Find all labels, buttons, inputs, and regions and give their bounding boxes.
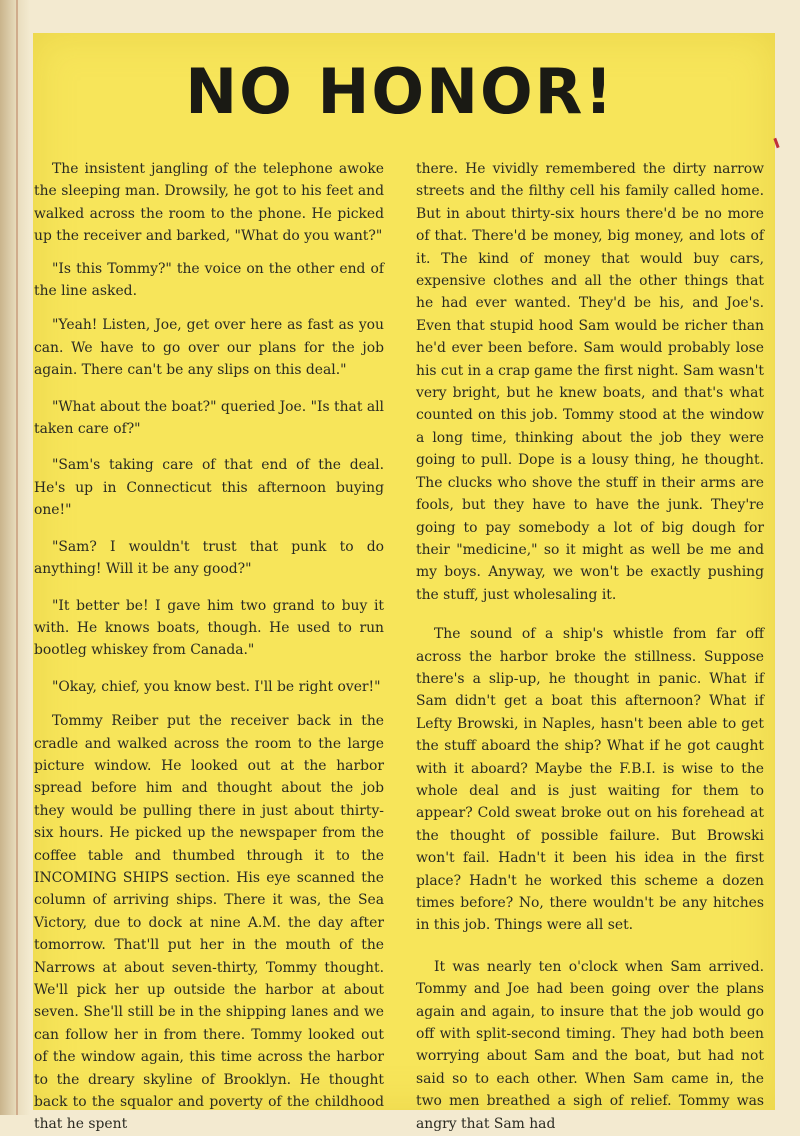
paragraph: It was nearly ten o'clock when Sam arrived. Tommy and Joe had been going over the plans again and again, to insure that the job would go off with split-second timing. They had both been worrying about Sam and the boat, but had not said so to each other. When Sam came in, the two men breathed a sigh of relief. Tommy was angry that Sam had [416,958,764,1132]
paragraph: Tommy Reiber put the receiver back in the cradle and walked across the room to the large picture window. He looked out at the harbor spread before him and thought about the job they would be pulling there in just about thirty-six hours. He picked up the newspaper from the coffee table and thumbed through it to the INCOMING SHIPS section. His eye scanned the column of arriving ships. There it was, the Sea Victory, due to dock at nine A.M. the day after tomorrow. That'll put her in the mouth of the Narrows at about seven-thirty, Tommy thought. We'll pick her up outside the harbor at about seven. She'll still be in the shipping lanes and we can follow her in from there. Tommy looked out of the window again, this time across the harbor to the dreary skyline of Brooklyn. He thought back to the squalor and poverty of the childhood that he spent [34,713,384,1133]
paragraph: "Is this Tommy?" the voice on the other end of the line asked. [34,260,384,300]
paragraph: The insistent jangling of the telephone awoke the sleeping man. Drowsily, he got to his feet and walked across the room to the phone. He picked up the receiver and barked, "What do you want?" [34,161,384,245]
paragraph: "Sam? I wouldn't trust that punk to do anything! Will it be any good?" [34,538,384,578]
right-column [416,158,764,1135]
paragraph: "Okay, chief, you know best. I'll be right over!" [52,678,381,695]
story-title: NO HONOR! [185,55,615,128]
paragraph: there. He vividly remembered the dirty narrow streets and the filthy cell his family called home. But in about thirty-six hours there'd be no more of that. There'd be money, big money, and lots of it. The kind of money that would buy cars, expensive clothes and all the other things that he had ever wanted. They'd be his, and Joe's. Even that stupid hood Sam would be richer than he'd ever been before. Sam would probably lose his cut in a crap game the first night. Sam wasn't very bright, but he knew boats, and that's what counted on this job. Tommy stood at the window a long time, thinking about the job they were going to pull. Dope is a lousy thing, he thought. The clucks who shove the stuff in their arms are fools, but they have to have the junk. They're going to pay somebody a lot of big dough for their "medicine," so it might as well be me and my boys. Anyway, we won't be exactly pushing the stuff, just wholesaling it. [416,161,765,603]
paragraph: "It better be! I gave him two grand to buy it with. He knows boats, though. He used to run bootleg whiskey from Canada." [34,597,384,659]
paragraph: The sound of a ship's whistle from far off across the harbor broke the stillness. Suppose there's a slip-up, he thought in panic. What if Sam didn't get a boat this afternoon? What if Lefty Browski, in Naples, hasn't been able to get the stuff aboard the ship? What if he got caught with it aboard? Maybe the F.B.I. is wise to the whole deal and is just waiting for them to appear? Cold sweat broke out on his forehead at the thought of possible failure. But Browski won't fail. Hadn't it been his idea in the first place? Hadn't he worked this scheme a dozen times before? No, there wouldn't be any hitches in this job. Things were all set. [416,626,764,934]
paragraph: "Sam's taking care of that end of the deal. He's up in Connecticut this afternoon buying one!" [34,457,384,519]
left-column [34,158,384,1136]
page-edge [0,0,30,1115]
paragraph: "Yeah! Listen, Joe, get over here as fast as you can. We have to go over our plans for the job again. There can't be any slips on this deal." [34,317,384,379]
binding-line [16,0,18,1115]
paragraph: "What about the boat?" queried Joe. "Is that all taken care of?" [34,398,384,438]
